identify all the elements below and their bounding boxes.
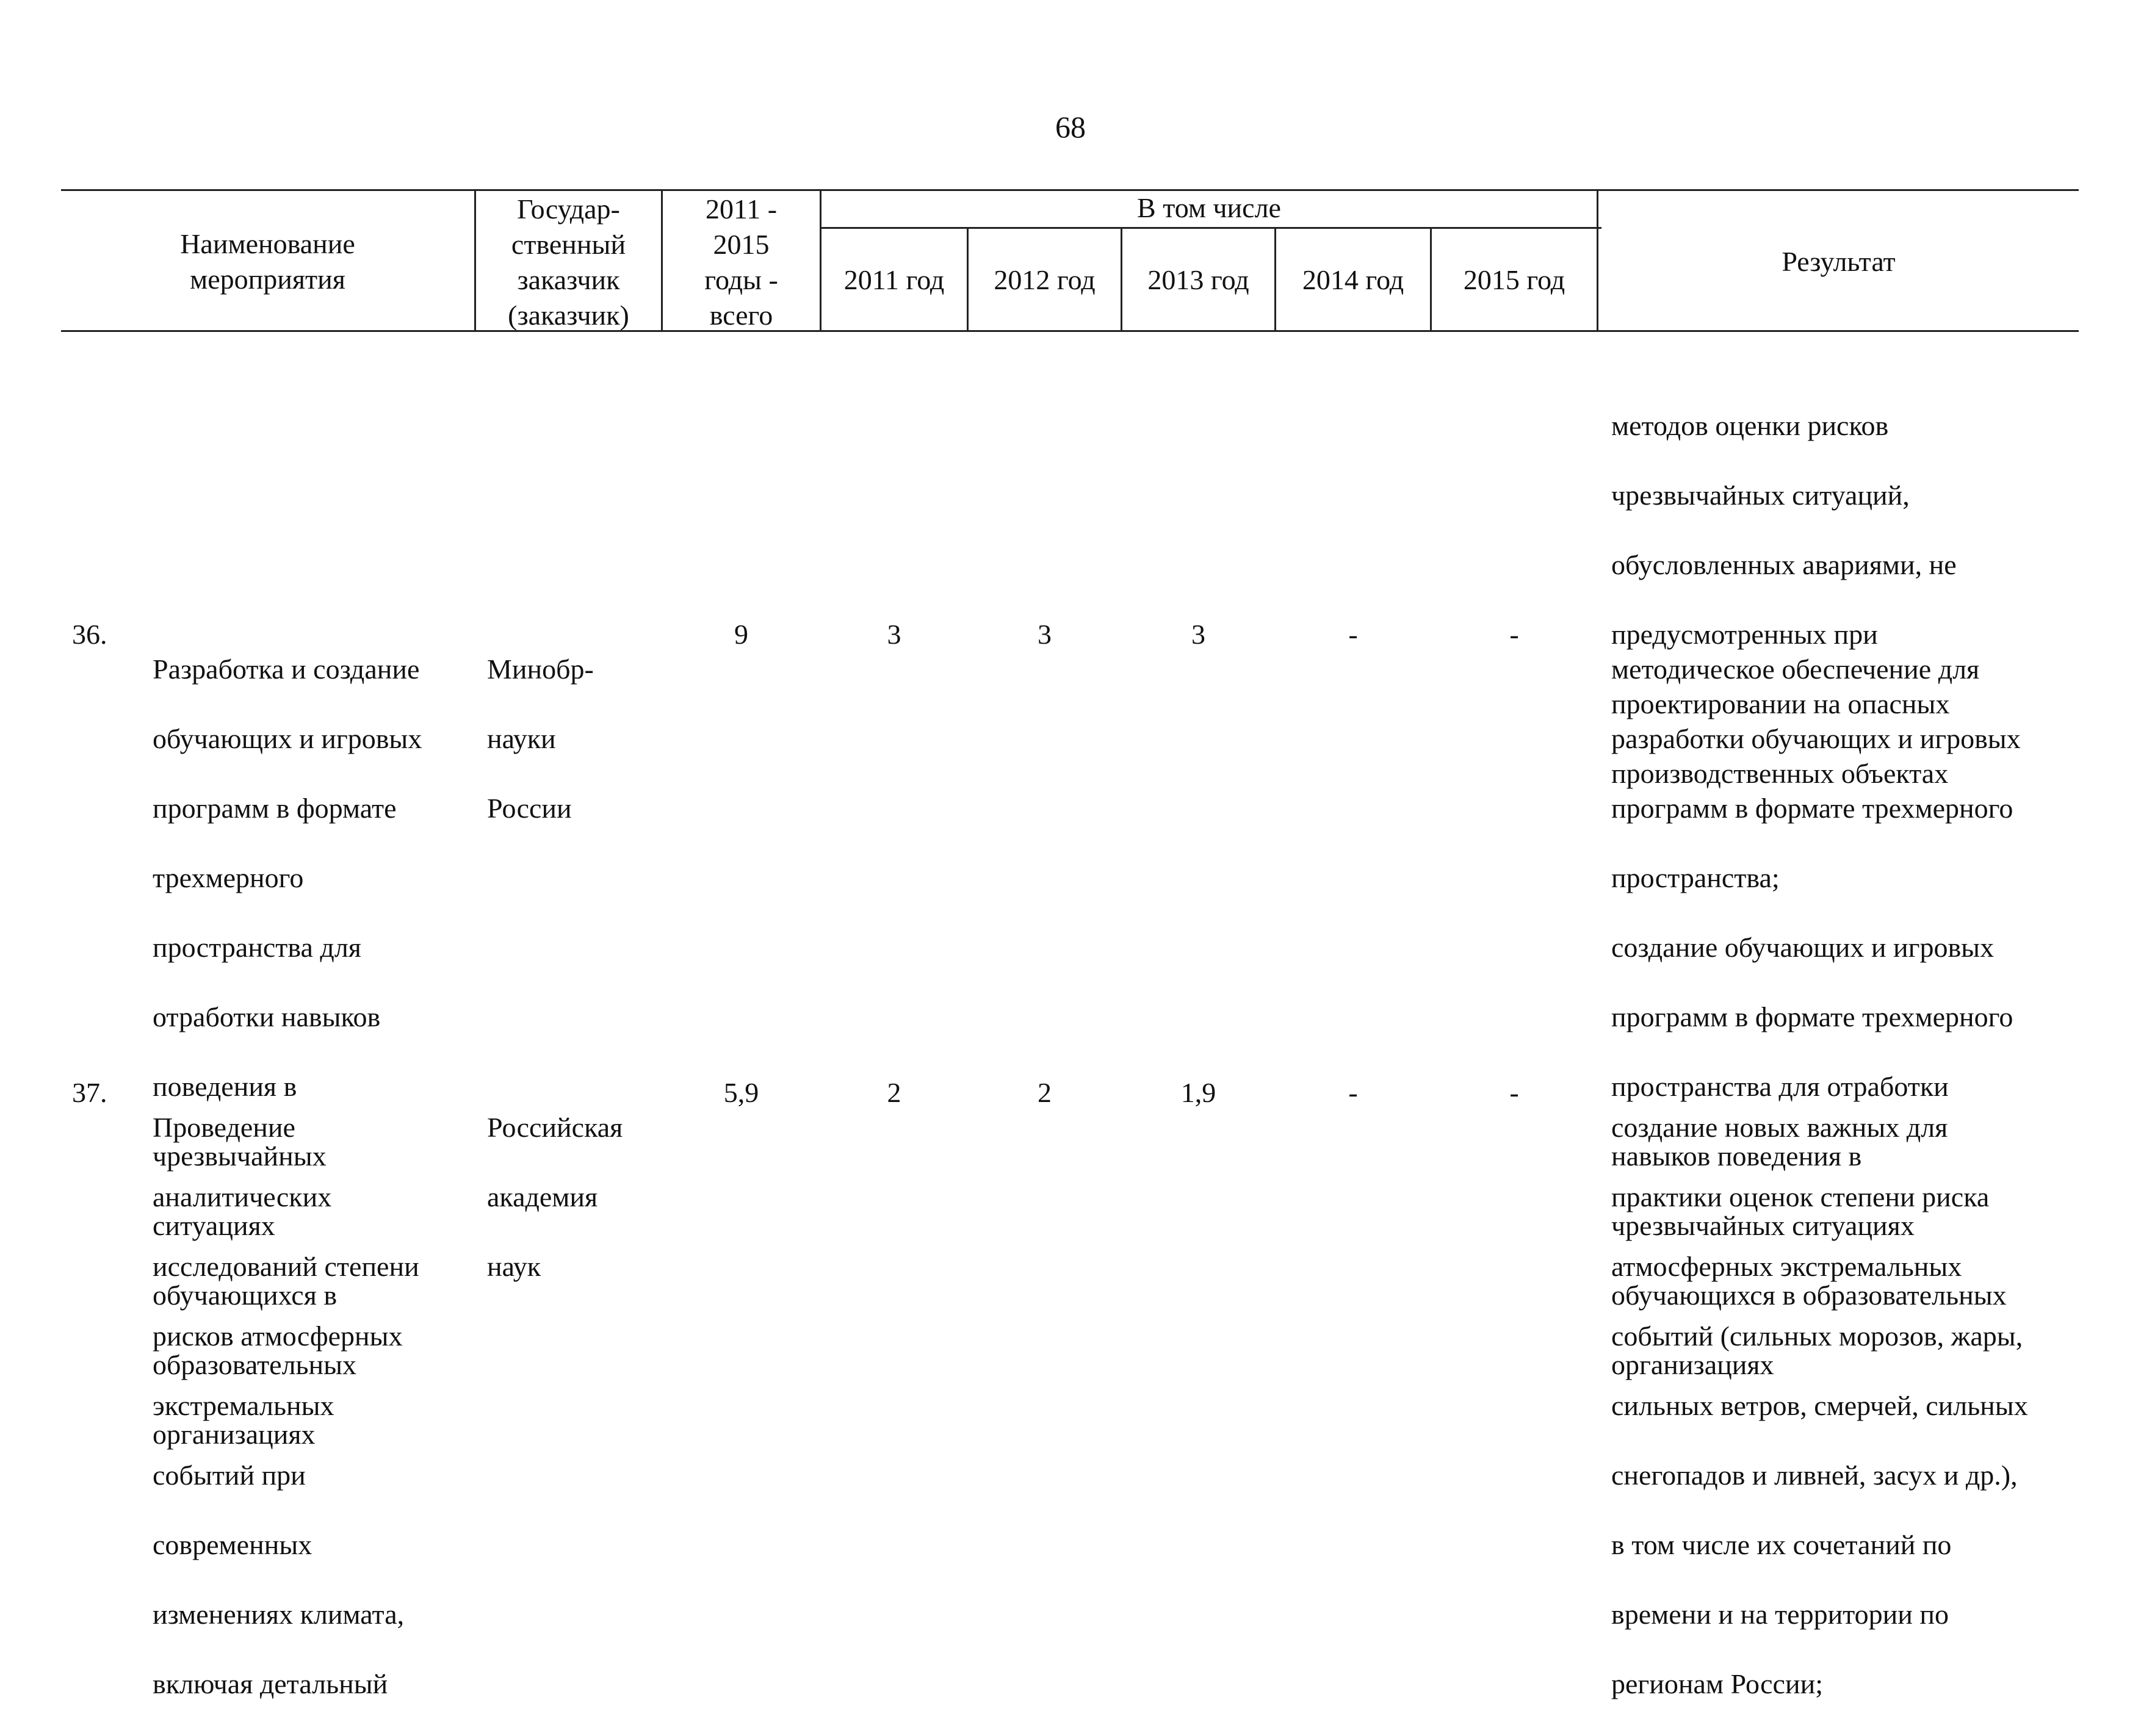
row-2012: 2	[1038, 1077, 1052, 1108]
header-year-2011: 2011 год	[843, 264, 945, 295]
row-name: Разработка и создание обучающих и игровых программ в формате трехмерного пространства для отработки навыков поведения в чрезвычайных ситуациях обучающихся в образовательных организациях	[153, 654, 422, 1450]
row-2015: -	[1509, 619, 1519, 650]
row-result: методическое обеспечение для разработки обучающих и игровых программ в формате трехмерного пространства; создание обучающих и игровых программ в формате трехмерного пространства для отработки навыков поведения в чрезвычайных ситуациях обучающихся в образовательных организациях	[1611, 654, 2021, 1380]
row-number: 36.	[72, 619, 107, 650]
row-number: 37.	[72, 1077, 107, 1108]
row-2011: 3	[887, 619, 901, 650]
row-2012: 3	[1038, 619, 1052, 650]
header-result: Результат	[1782, 246, 1896, 277]
row-total: 5,9	[723, 1077, 759, 1108]
header-year-2014: 2014 год	[1302, 264, 1404, 295]
page-number: 68	[1055, 110, 1086, 144]
header-year-2015: 2015 год	[1463, 264, 1565, 295]
header-name: Наименование мероприятия	[180, 228, 355, 295]
header-year-2012: 2012 год	[994, 264, 1096, 295]
row-2014: -	[1348, 619, 1358, 650]
header-total: 2011 - 2015 годы - всего	[704, 193, 778, 331]
row-customer: Российская академия наук	[487, 1112, 623, 1282]
header-year-2013: 2013 год	[1147, 264, 1249, 295]
row-2015: -	[1509, 1077, 1519, 1108]
row-result: создание новых важных для практики оценок степени риска атмосферных экстремальных событий (сильных морозов, жары, сильных ветров, смерчей, сильных снегопадов и ливней, засух и др.), в том числе их сочетаний по времени и на территории по регионам России;	[1611, 1112, 2028, 1699]
row-name: Проведение аналитических исследований степени рисков атмосферных экстремальных событий при современных изменениях климата, включая детальный	[153, 1112, 419, 1699]
carryover-result: методов оценки рисков чрезвычайных ситуаций, обусловленных авариями, не предусмотренных при проектировании на опасных производственных объектах	[1611, 410, 1957, 789]
row-2013: 3	[1191, 619, 1205, 650]
header-bottom-rule	[61, 330, 2079, 332]
header-including: В том числе	[1137, 192, 1281, 223]
row-2013: 1,9	[1180, 1077, 1216, 1108]
row-2014: -	[1348, 1077, 1358, 1108]
including-rule	[820, 227, 1601, 229]
row-customer: Минобр- науки России	[487, 654, 594, 824]
row-total: 9	[734, 619, 748, 650]
row-2011: 2	[887, 1077, 901, 1108]
header-customer: Государ- ственный заказчик (заказчик)	[508, 193, 629, 331]
